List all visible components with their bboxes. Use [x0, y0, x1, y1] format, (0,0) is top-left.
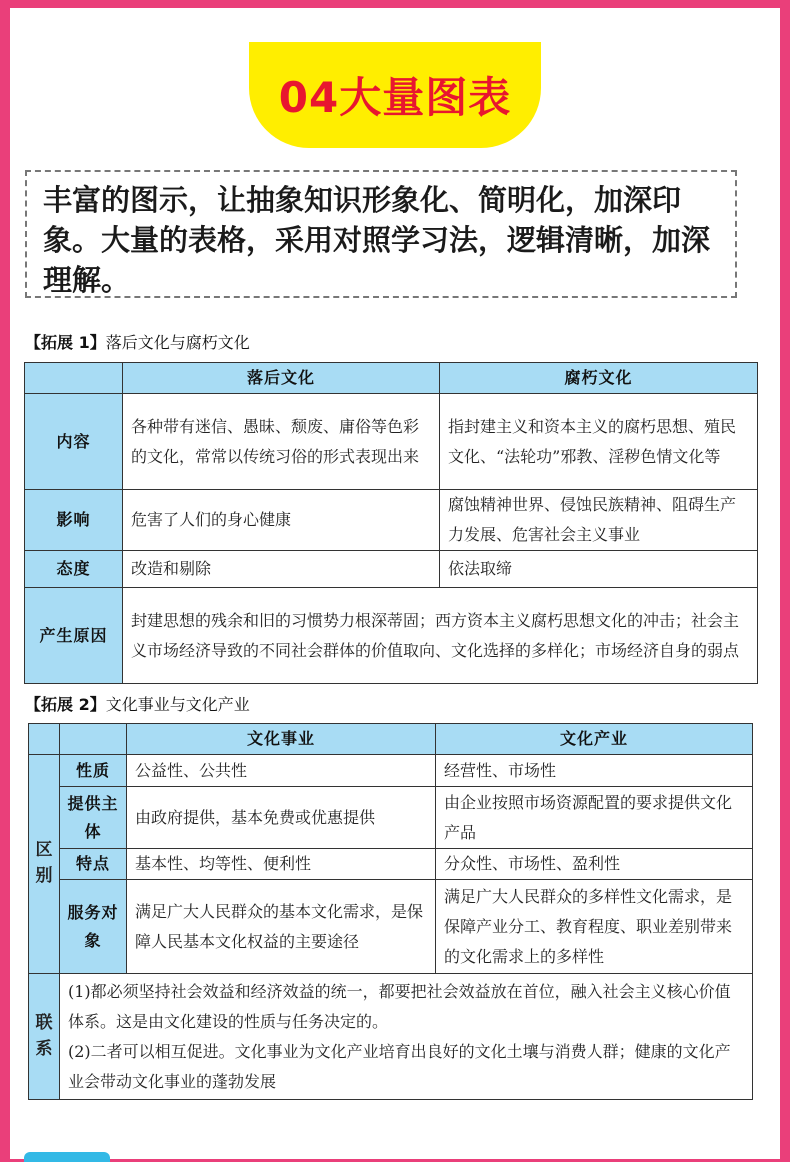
row-label: 内容	[25, 394, 123, 490]
connection-point-2: (2)二者可以相互促进。文化事业为文化产业培育出良好的文化土壤与消费人群；健康的文化产业会带动文化事业的蓬勃发展	[68, 1041, 731, 1091]
table-row	[29, 787, 753, 849]
connection-point-1: (1)都必须坚持社会效益和经济效益的统一，都要把社会效益放在首位，融入社会主义核心价值体系。这是由文化建设的性质与任务决定的。	[68, 981, 731, 1031]
table-row	[29, 974, 753, 1100]
header-col-b: 腐朽文化	[440, 363, 758, 394]
table1-title-text: 落后文化与腐朽文化	[105, 333, 250, 352]
table1-tag: 【拓展 1】	[25, 333, 106, 352]
section-banner	[249, 42, 541, 148]
row-label: 提供主体	[60, 787, 127, 849]
intro-box	[25, 170, 737, 298]
cell-b: 由企业按照市场资源配置的要求提供文化产品	[436, 787, 753, 849]
header-empty	[25, 363, 123, 394]
cell-b: 经营性、市场性	[436, 755, 753, 787]
header-empty	[29, 724, 60, 755]
table-row	[29, 849, 753, 880]
intro-text: 丰富的图示，让抽象知识形象化、简明化，加深印象。大量的表格，采用对照学习法，逻辑清晰，加深理解。	[43, 183, 711, 297]
cell-a: 危害了人们的身心健康	[123, 490, 440, 551]
cell-b: 依法取缔	[440, 551, 758, 588]
cell-cause: 封建思想的残余和旧的习惯势力根深蒂固；西方资本主义腐朽思想文化的冲击；社会主义市场经济导致的不同社会群体的价值取向、文化选择的多样化；市场经济自身的弱点	[123, 588, 758, 684]
cell-b: 指封建主义和资本主义的腐朽思想、殖民文化、“法轮功”邪教、淫秽色情文化等	[440, 394, 758, 490]
row-label: 服务对象	[60, 880, 127, 974]
row-label: 态度	[25, 551, 123, 588]
row-label: 特点	[60, 849, 127, 880]
table1-title	[25, 330, 250, 353]
header-col-a: 落后文化	[123, 363, 440, 394]
banner-title: 04大量图表	[278, 73, 512, 122]
group-label-difference: 区别	[29, 755, 60, 974]
cell-connection	[60, 974, 753, 1100]
table-header-row	[25, 363, 758, 394]
table-row	[29, 880, 753, 974]
cell-a: 由政府提供，基本免费或优惠提供	[127, 787, 436, 849]
row-label: 产生原因	[25, 588, 123, 684]
cell-a: 满足广大人民群众的基本文化需求，是保障人民基本文化权益的主要途径	[127, 880, 436, 974]
row-label: 影响	[25, 490, 123, 551]
group-label-connection: 联系	[29, 974, 60, 1100]
cell-a: 基本性、均等性、便利性	[127, 849, 436, 880]
cell-b: 腐蚀精神世界、侵蚀民族精神、阻碍生产力发展、危害社会主义事业	[440, 490, 758, 551]
header-col-b: 文化产业	[436, 724, 753, 755]
table-row	[29, 755, 753, 787]
row-label: 性质	[60, 755, 127, 787]
bottom-tab-decoration	[24, 1152, 110, 1162]
table-row	[25, 551, 758, 588]
table2-tag: 【拓展 2】	[25, 695, 106, 714]
table-row	[25, 394, 758, 490]
table-header-row	[29, 724, 753, 755]
table2-title	[25, 692, 250, 715]
table-row	[25, 490, 758, 551]
cell-b: 分众性、市场性、盈利性	[436, 849, 753, 880]
header-empty	[60, 724, 127, 755]
cell-a: 公益性、公共性	[127, 755, 436, 787]
table-undertaking-industry	[28, 723, 753, 1100]
table-row	[25, 588, 758, 684]
table2-title-text: 文化事业与文化产业	[105, 695, 250, 714]
table-backward-decadent	[24, 362, 758, 684]
cell-a: 改造和剔除	[123, 551, 440, 588]
cell-b: 满足广大人民群众的多样性文化需求，是保障产业分工、教育程度、职业差别带来的文化需求上的多样性	[436, 880, 753, 974]
header-col-a: 文化事业	[127, 724, 436, 755]
cell-a: 各种带有迷信、愚昧、颓废、庸俗等色彩的文化，常常以传统习俗的形式表现出来	[123, 394, 440, 490]
